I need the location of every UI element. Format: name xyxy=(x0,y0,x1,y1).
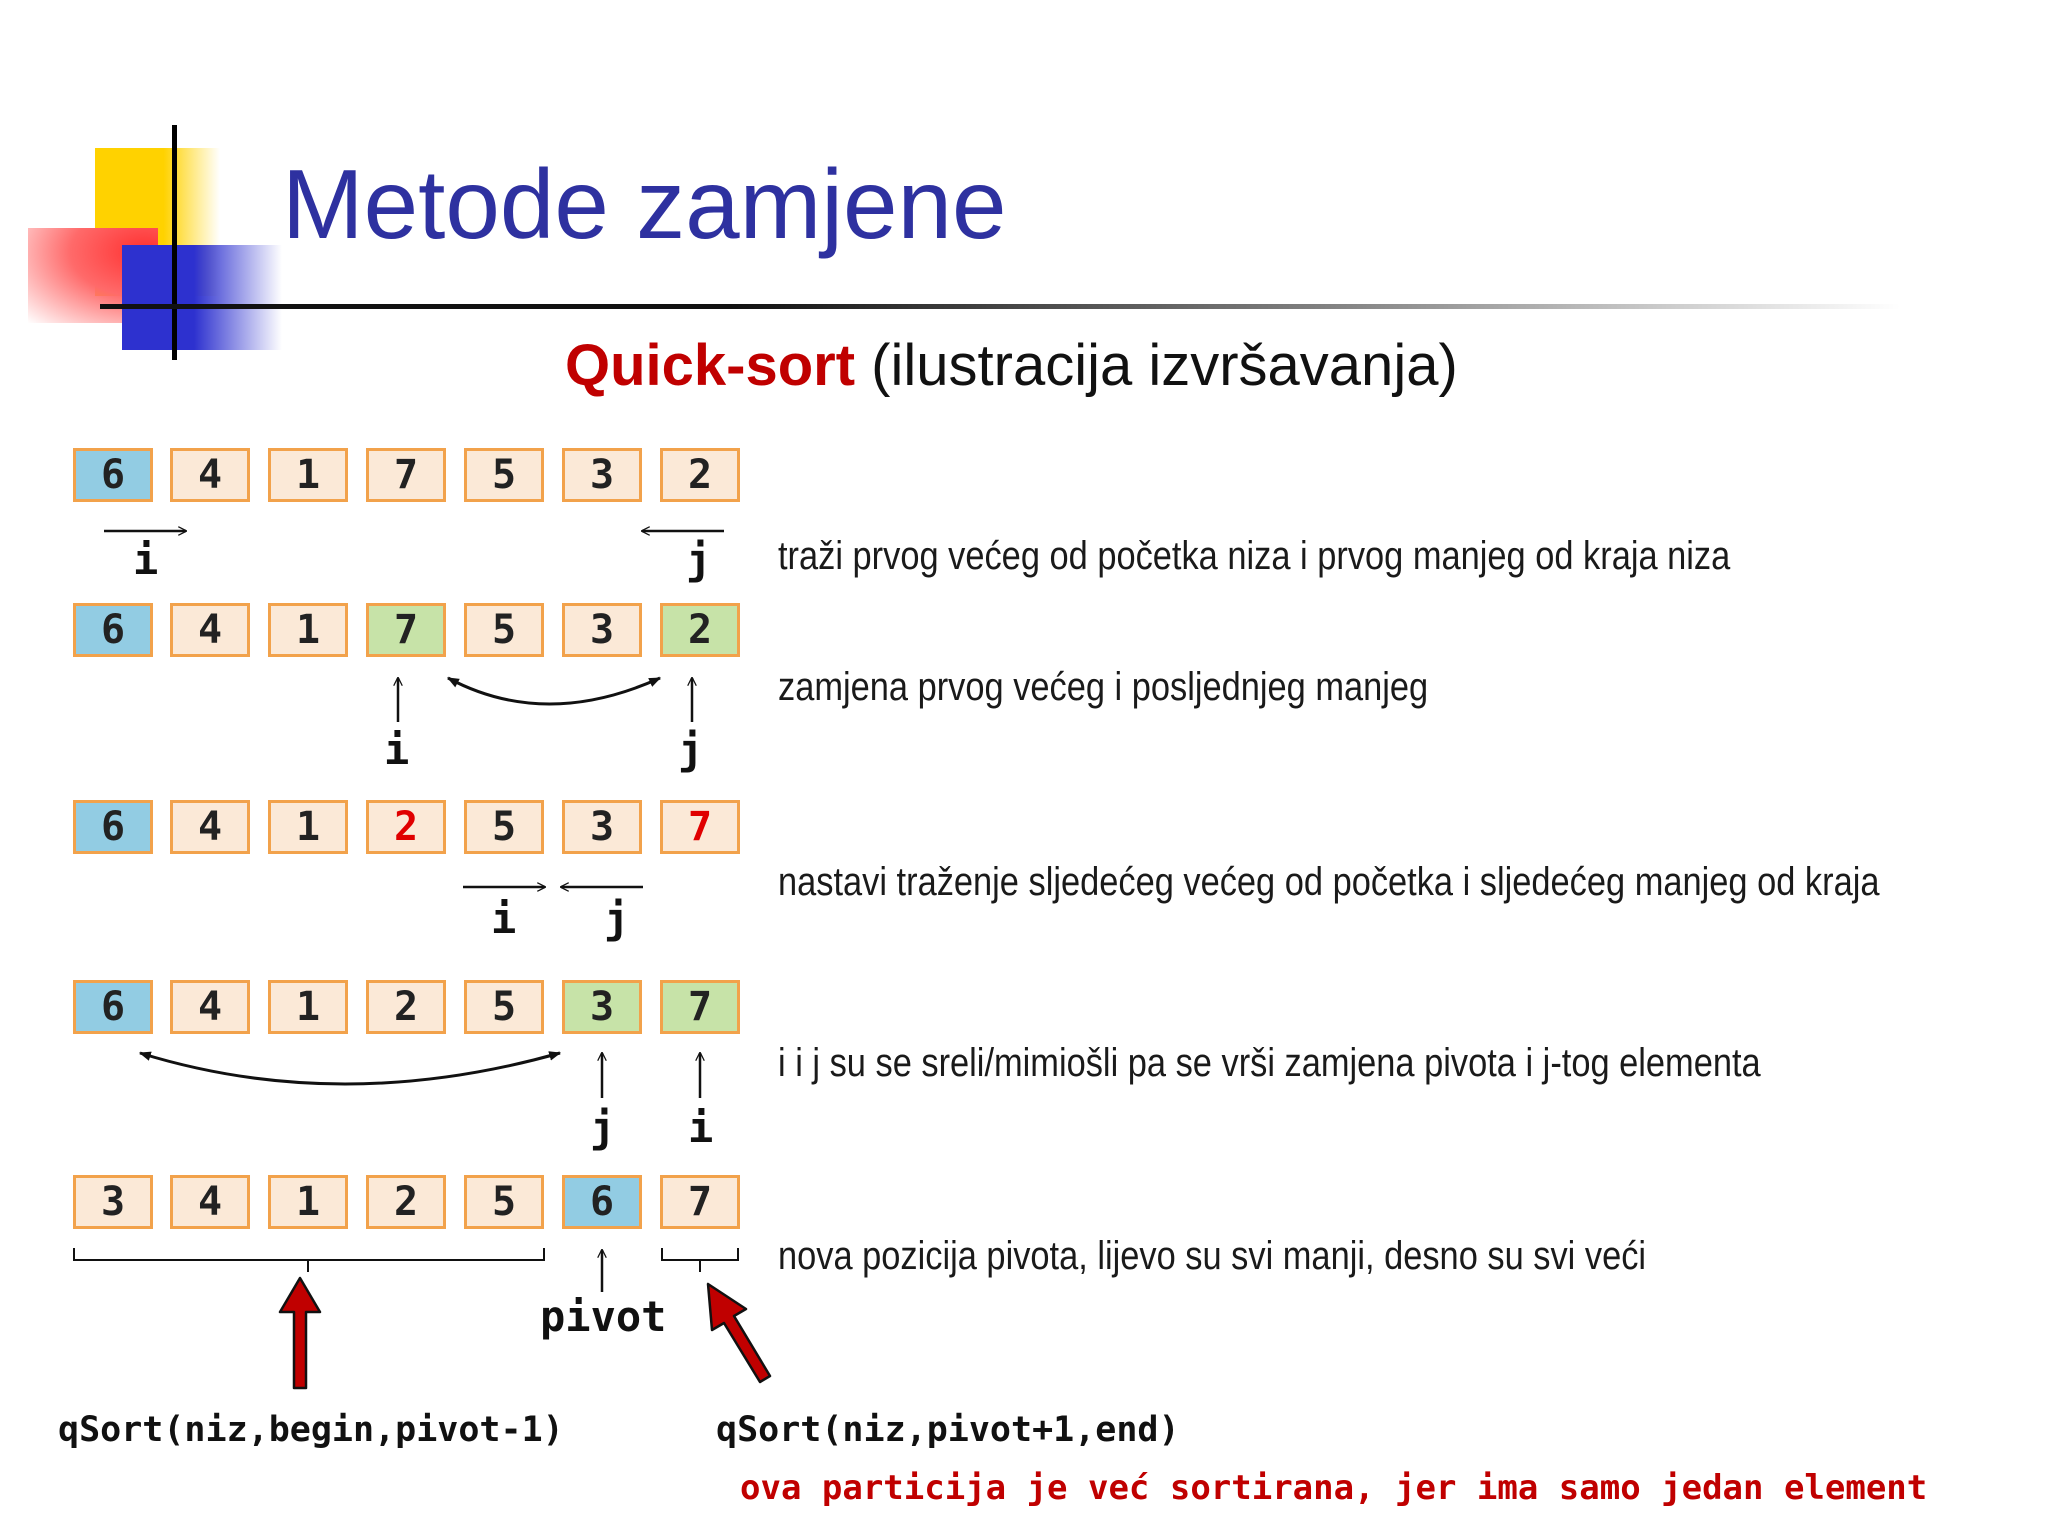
array-cell: 2 xyxy=(366,1175,446,1229)
array-cell: 6 xyxy=(73,603,153,657)
pointer-label-i: i xyxy=(384,725,410,774)
array-cell: 2 xyxy=(366,980,446,1034)
step-1-description: traži prvog većeg od početka niza i prvog manjeg od kraja niza xyxy=(778,534,1731,578)
pointer-label-j: j xyxy=(686,535,712,584)
array-cell: 5 xyxy=(464,1175,544,1229)
pointer-label-j: j xyxy=(678,725,704,774)
array-cell: 5 xyxy=(464,448,544,502)
array-cell: 7 xyxy=(366,603,446,657)
array-cell: 4 xyxy=(170,1175,250,1229)
array-cell: 3 xyxy=(562,800,642,854)
left-call-red-arrow xyxy=(280,1278,320,1388)
pointer-label-i: i xyxy=(491,894,517,943)
array-cell: 3 xyxy=(562,603,642,657)
pointer-label-j: j xyxy=(590,1103,616,1152)
step-4-description: i i j su se sreli/mimiošli pa se vrši zamjena pivota i j-tog elementa xyxy=(778,1041,1761,1085)
array-cell: 4 xyxy=(170,800,250,854)
subtitle-rest: (ilustracija izvršavanja) xyxy=(855,333,1458,398)
array-cell: 6 xyxy=(73,448,153,502)
pointer-label-j: j xyxy=(604,894,630,943)
array-cell: 5 xyxy=(464,800,544,854)
left-recursive-call: qSort(niz,begin,pivot-1) xyxy=(58,1410,564,1450)
array-cell: 2 xyxy=(660,603,740,657)
array-cell: 3 xyxy=(562,980,642,1034)
step-5-description: nova pozicija pivota, lijevo su svi manji, desno su svi veći xyxy=(778,1234,1647,1278)
array-cell: 1 xyxy=(268,448,348,502)
right-recursive-call: qSort(niz,pivot+1,end) xyxy=(716,1410,1180,1450)
left-partition-brace xyxy=(74,1248,544,1272)
array-cell: 5 xyxy=(464,980,544,1034)
swap-arrow xyxy=(448,678,660,704)
array-cell: 1 xyxy=(268,603,348,657)
array-cell: 3 xyxy=(562,448,642,502)
array-cell: 1 xyxy=(268,980,348,1034)
array-cell: 7 xyxy=(660,1175,740,1229)
array-cell: 6 xyxy=(73,980,153,1034)
pivot-label: pivot xyxy=(540,1292,667,1341)
array-cell: 7 xyxy=(366,448,446,502)
slide-title: Metode zamjene xyxy=(282,149,1007,259)
array-cell: 1 xyxy=(268,1175,348,1229)
array-cell: 1 xyxy=(268,800,348,854)
array-cell: 6 xyxy=(562,1175,642,1229)
array-cell: 2 xyxy=(660,448,740,502)
pivot-swap-arrow xyxy=(140,1053,560,1084)
array-cell: 4 xyxy=(170,603,250,657)
array-cell: 5 xyxy=(464,603,544,657)
step-2-description: zamjena prvog većeg i posljednjeg manjeg xyxy=(778,665,1429,709)
single-element-note: ova particija je već sortirana, jer ima samo jedan element xyxy=(740,1468,1928,1508)
pointer-label-i: i xyxy=(133,535,159,584)
array-cell: 2 xyxy=(366,800,446,854)
array-cell: 7 xyxy=(660,800,740,854)
subtitle-highlight: Quick-sort xyxy=(565,333,856,398)
array-cell: 7 xyxy=(660,980,740,1034)
array-cell: 3 xyxy=(73,1175,153,1229)
pointer-label-i: i xyxy=(688,1103,714,1152)
step-3-description: nastavi traženje sljedećeg većeg od početka i sljedećeg manjeg od kraja xyxy=(778,860,1880,904)
array-cell: 4 xyxy=(170,448,250,502)
right-call-red-arrow xyxy=(708,1284,770,1382)
array-cell: 6 xyxy=(73,800,153,854)
right-partition-brace xyxy=(662,1248,738,1272)
array-cell: 4 xyxy=(170,980,250,1034)
